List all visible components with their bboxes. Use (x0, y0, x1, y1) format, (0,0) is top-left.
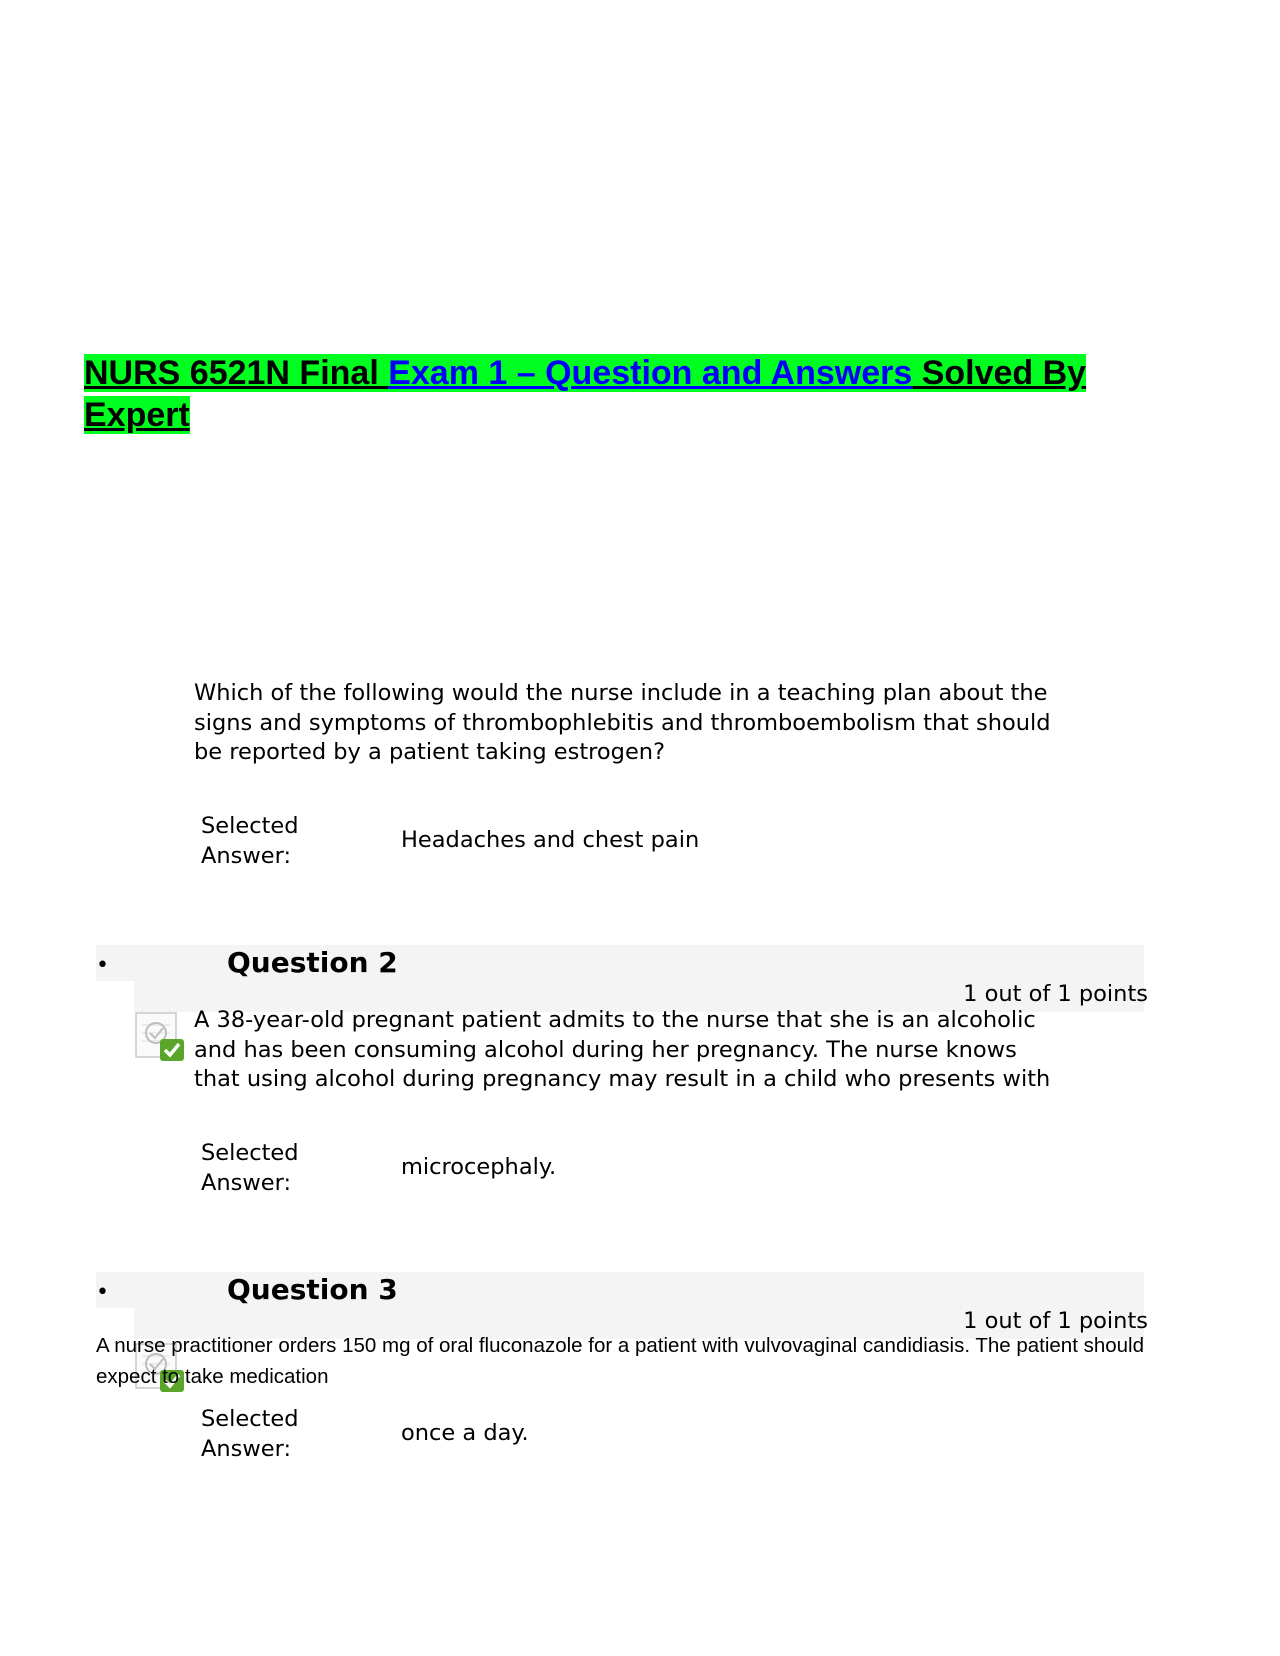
question-3-heading: Question 3 (227, 1273, 398, 1306)
question-1-text: Which of the following would the nurse include in a teaching plan about the signs and symptoms of thrombophlebitis and thromboembolism that should be reported by a patient taking estrogen? (194, 680, 1051, 765)
question-1-selected-answer: Headaches and chest pain (401, 827, 700, 853)
question-3-selected-answer: once a day. (401, 1420, 529, 1446)
question-2-selected-answer: microcephaly. (401, 1154, 557, 1180)
title-part-1: NURS 6521N Final (84, 354, 389, 392)
question-2-heading: Question 2 (227, 946, 398, 979)
document-title (84, 352, 1164, 436)
question-3-text: A nurse practitioner orders 150 mg of oral fluconazole for a patient with vulvovaginal candidiasis. The patient should expect to take medication (96, 1334, 1145, 1388)
bullet: • (96, 1280, 109, 1305)
question-2-selected-answer-label: Selected Answer: (201, 1140, 299, 1196)
question-2-header (96, 945, 1144, 981)
question-3-selected-answer-label: Selected Answer: (201, 1406, 299, 1462)
question-1-selected-answer-label: Selected Answer: (201, 813, 299, 869)
correct-check-icon (134, 1011, 186, 1063)
question-2-text: A 38-year-old pregnant patient admits to the nurse that she is an alcoholic and has been consuming alcohol during her pregnancy. The nurse knows that using alcohol during pregnancy may result in a child who presents with (194, 1007, 1051, 1092)
question-3-header (96, 1272, 1144, 1308)
question-2-points: 1 out of 1 points (963, 981, 1148, 1007)
title-part-2: Solved By Expert (84, 354, 1087, 434)
bullet: • (96, 953, 109, 978)
title-link[interactable]: Exam 1 – Question and Answers (388, 354, 913, 392)
question-3-points: 1 out of 1 points (963, 1308, 1148, 1334)
